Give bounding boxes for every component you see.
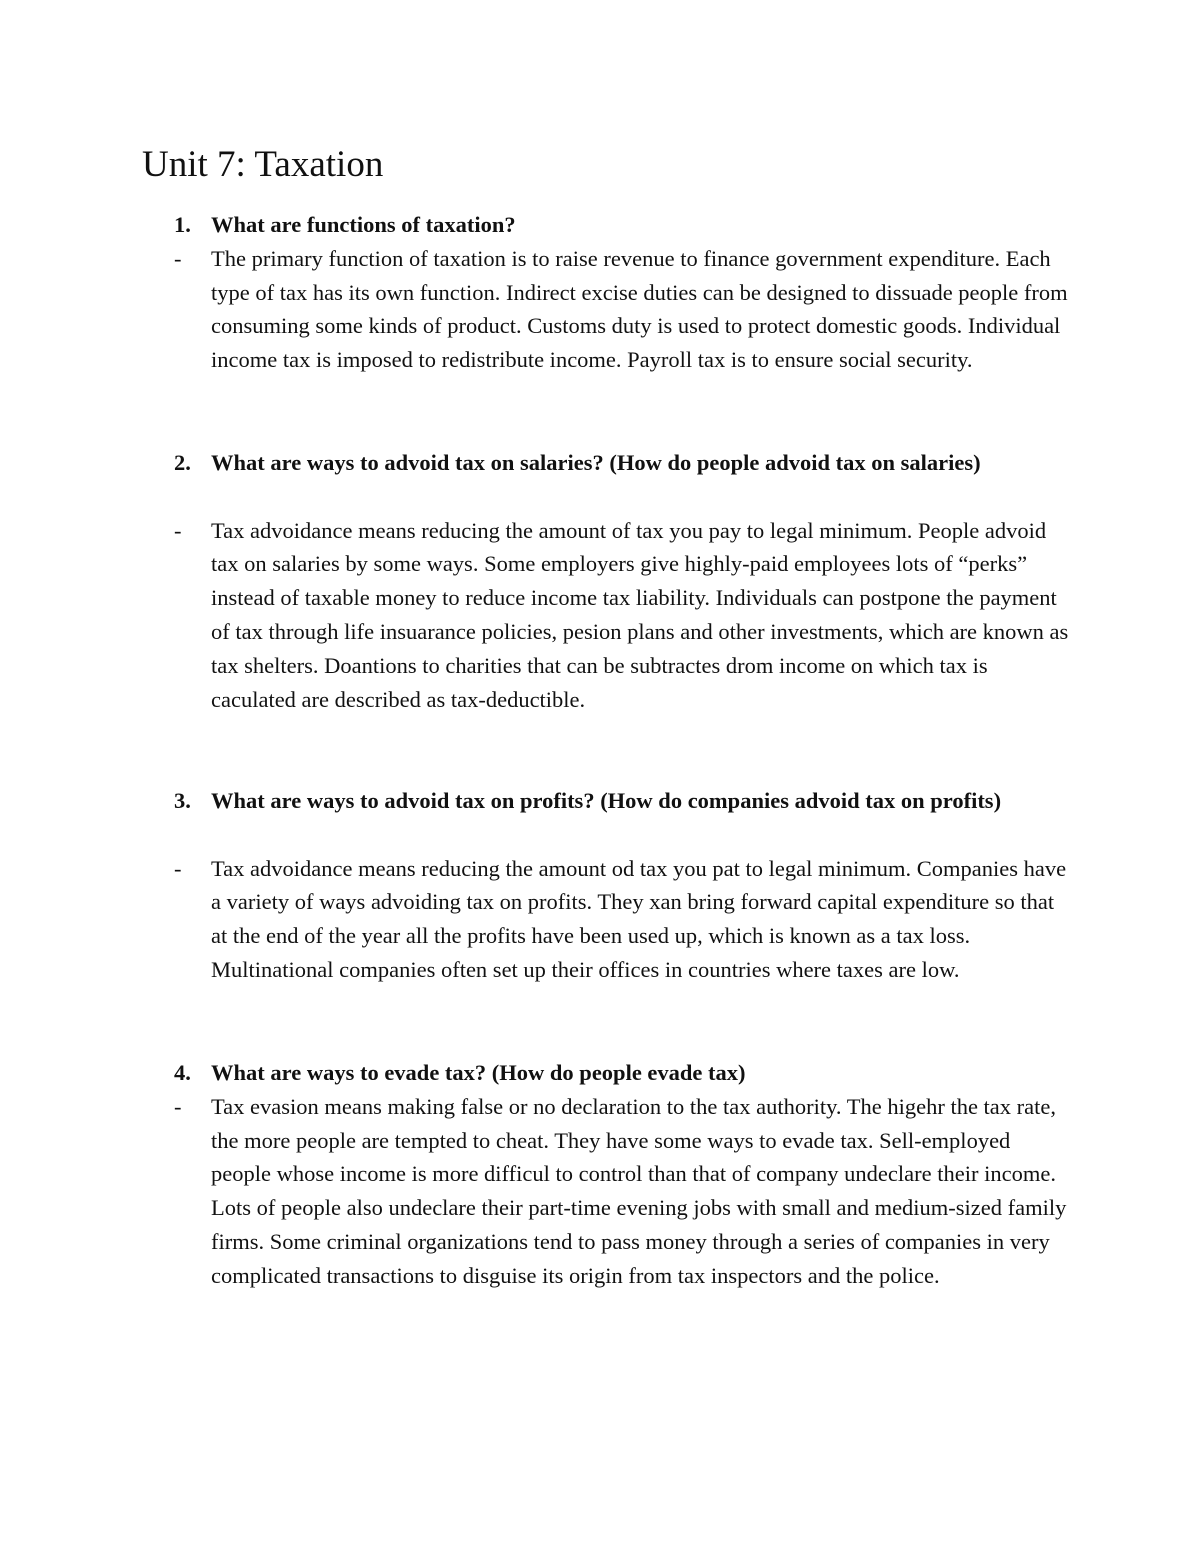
page-title: Unit 7: Taxation <box>142 144 384 185</box>
qa-item-2 <box>0 446 1200 750</box>
answer-dash: - <box>174 1093 182 1119</box>
question-row <box>0 784 1200 852</box>
answer-dash: - <box>174 517 182 543</box>
qa-item-4 <box>0 1056 1200 1360</box>
question-number: 1. <box>174 212 191 237</box>
answer-row <box>0 1090 1200 1360</box>
question-text: What are ways to advoid tax on profits? (How do companies advoid tax on profits) <box>211 788 1002 813</box>
answer-text: Tax advoidance means reducing the amount of tax you pay to legal minimum. People advoid tax on salaries by some ways. Some employers give highly-paid employees lots of “perks” instead of taxable money to reduce income tax liability. Individuals can postpone the payment of tax through life insuarance policies, pesion plans and other investments, which are known as tax shelters. Doantions to charities that can be subtractes drom income on which tax is caculated are described as tax-deductible. <box>211 517 1069 712</box>
answer-text: The primary function of taxation is to raise revenue to finance government expenditure. Each type of tax has its own function. Indirect excise duties can be designed to dissuade people from consuming some kinds of product. Customs duty is used to protect domestic goods. Individual income tax is imposed to redistribute income. Payroll tax is to ensure social security. <box>211 245 1068 373</box>
qa-item-1 <box>0 208 1200 411</box>
answer-dash: - <box>174 245 182 271</box>
question-text: What are ways to evade tax? (How do people evade tax) <box>211 1060 746 1085</box>
question-number: 3. <box>174 788 191 813</box>
question-text: What are functions of taxation? <box>211 212 516 237</box>
qa-item-3 <box>0 784 1200 1021</box>
question-row <box>0 446 1200 514</box>
answer-row <box>0 242 1200 411</box>
answer-text: Tax evasion means making false or no declaration to the tax authority. The higehr the tax rate, the more people are tempted to cheat. They have some ways to evade tax. Sell-employed people whose income is more difficul to control than that of company undeclare their income. Lots of people also undeclare their part-time evening jobs with small and medium-sized family firms. Some criminal organizations tend to pass money through a series of companies in very complicated transactions to disguise its origin from tax inspectors and the police. <box>211 1093 1067 1288</box>
question-number: 4. <box>174 1060 191 1085</box>
answer-row <box>0 852 1200 1021</box>
answer-text: Tax advoidance means reducing the amount od tax you pat to legal minimum. Companies have a variety of ways advoiding tax on profits. They xan bring forward capital expenditure so that at the end of the year all the profits have been used up, which is known as a tax loss. Multinational companies often set up their offices in countries where taxes are low. <box>211 855 1067 982</box>
question-text: What are ways to advoid tax on salaries? (How do people advoid tax on salaries) <box>211 450 981 475</box>
answer-dash: - <box>174 855 182 881</box>
answer-row <box>0 514 1200 751</box>
question-row <box>0 208 1200 242</box>
question-row <box>0 1056 1200 1090</box>
question-number: 2. <box>174 450 191 475</box>
